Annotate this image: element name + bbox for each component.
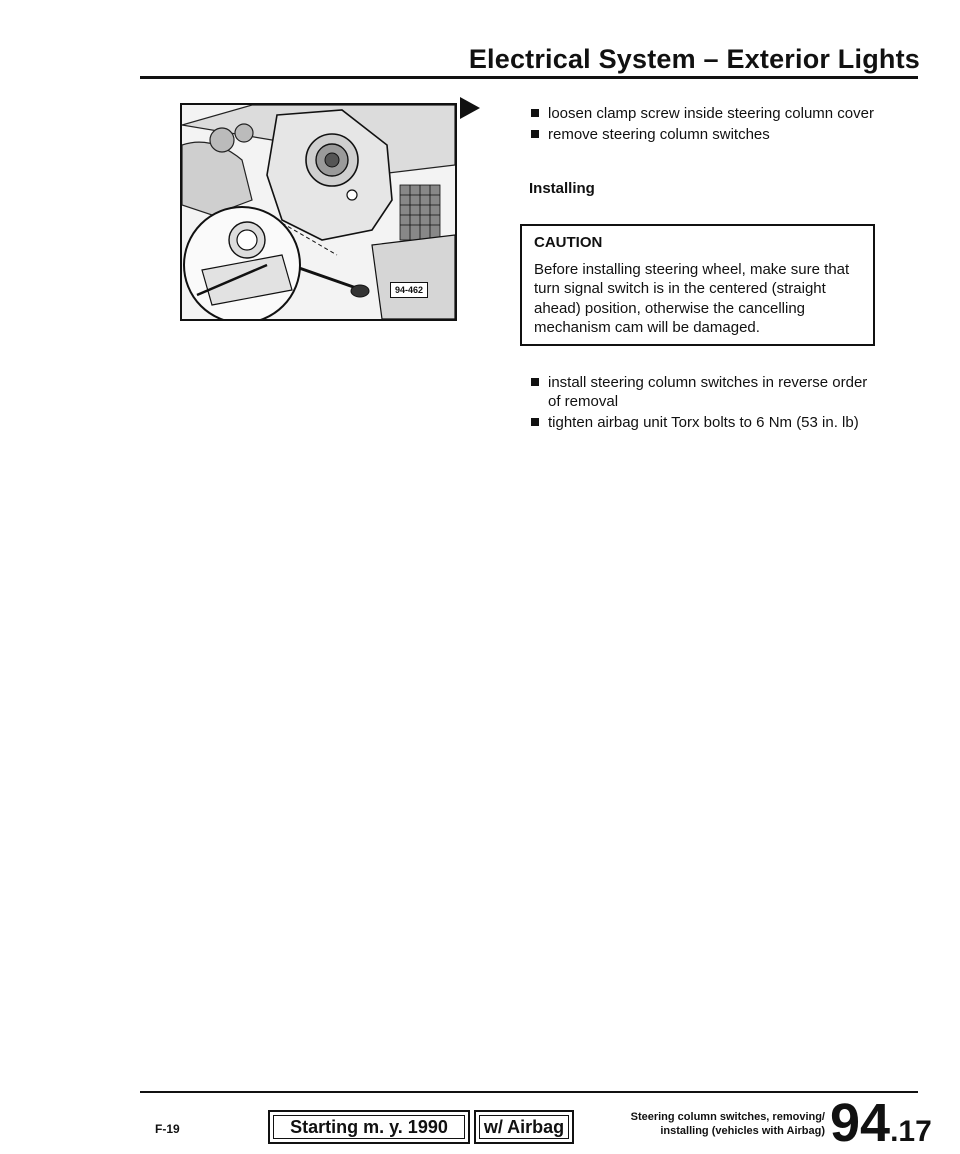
caution-title: CAUTION (534, 234, 603, 251)
step-item: install steering column switches in reverse order of removal (529, 373, 879, 411)
footer-description (585, 1110, 825, 1138)
airbag-label: w/ Airbag (483, 1116, 565, 1137)
footer-rule (140, 1091, 918, 1093)
footer-description-line: installing (vehicles with Airbag) (660, 1125, 825, 1137)
step-item: remove steering column switches (529, 125, 879, 144)
section-heading-installing: Installing (529, 180, 595, 197)
page-number (830, 1092, 932, 1154)
page-number-major: 94 (830, 1093, 891, 1153)
model-year-box (268, 1110, 470, 1144)
steering-column-illustration (180, 103, 457, 321)
step-item: loosen clamp screw inside steering column cover (529, 104, 879, 123)
caution-text: Before installing steering wheel, make sure that turn signal switch is in the centered (straight ahead) position, otherwise the cancelling mechanism cam will be damaged. (534, 260, 850, 336)
step-item: tighten airbag unit Torx bolts to 6 Nm (53 in. lb) (529, 413, 879, 432)
installation-steps (529, 373, 879, 434)
footer-reference: F-19 (155, 1122, 180, 1136)
page-title: Electrical System – Exterior Lights (468, 44, 920, 74)
figure-id-label: 94-462 (390, 282, 428, 298)
caution-box (520, 224, 875, 346)
removal-steps (529, 104, 879, 146)
page-number-minor: .17 (890, 1115, 932, 1148)
footer-description-line: Steering column switches, removing/ (630, 1111, 825, 1123)
figure-pointer-arrow-icon (460, 97, 480, 119)
model-year-label: Starting m. y. 1990 (290, 1116, 448, 1137)
header-rule (140, 76, 918, 79)
airbag-box (474, 1110, 574, 1144)
